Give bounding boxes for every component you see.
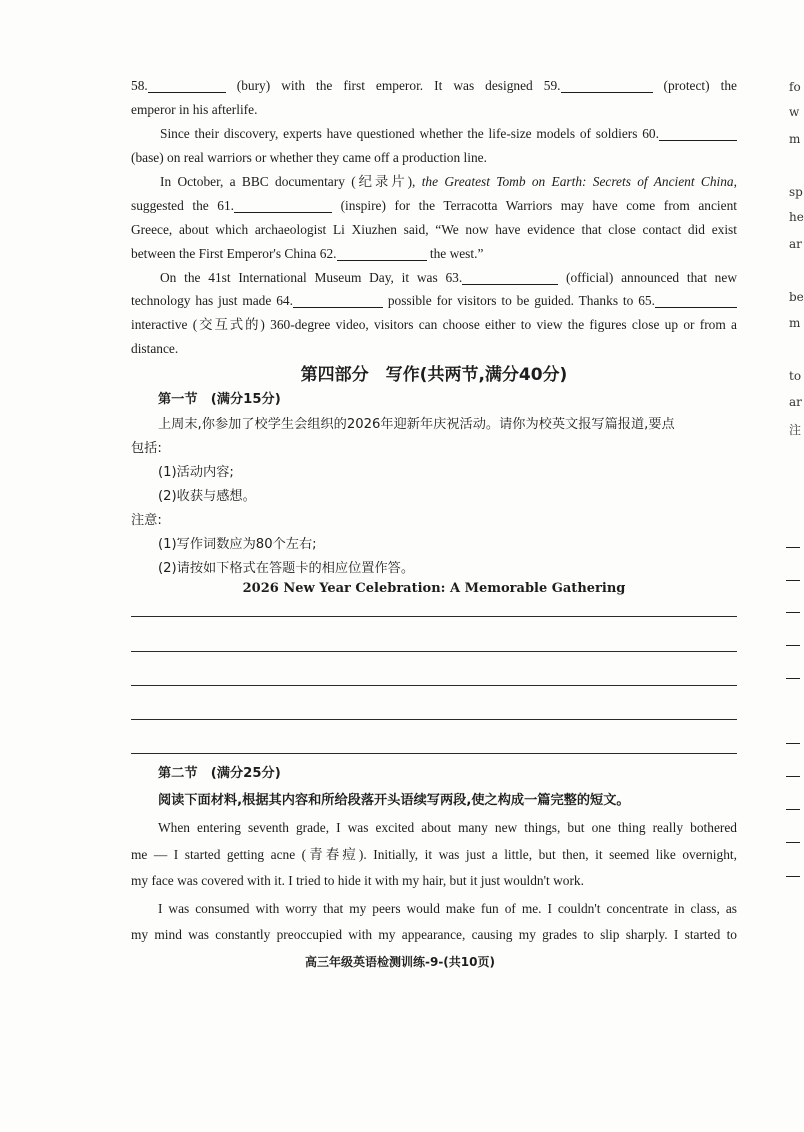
edge-text: m bbox=[789, 316, 801, 330]
passage-line-4: (base) on real warriors or whether they came off a production line. bbox=[131, 150, 487, 165]
blank-58[interactable] bbox=[148, 78, 226, 93]
edge-text: be bbox=[789, 290, 804, 304]
note-point-2: (2)请按如下格式在答题卡的相应位置作答。 bbox=[158, 561, 415, 576]
passage-line-9: On the 41st International Museum Day, it was 63. (official) announced that new bbox=[160, 270, 737, 285]
passage-line-2: emperor in his afterlife. bbox=[131, 102, 258, 117]
section2-title: 第二节 (满分25分) bbox=[158, 766, 281, 781]
edge-text: ar bbox=[789, 237, 802, 251]
section1-point-1: (1)活动内容; bbox=[158, 465, 234, 480]
story-line-5: my mind was constantly preoccupied with my appearance, causing my grades to slip sharply. I started to bbox=[131, 927, 737, 942]
page-footer: 高三年级英语检测训练-9-(共10页) bbox=[305, 955, 495, 969]
passage-line-11: interactive (交互式的) 360-degree video, visitors can choose either to view the figures close up or from a bbox=[131, 317, 737, 332]
edge-line bbox=[786, 612, 800, 613]
edge-line bbox=[786, 678, 800, 679]
edge-text: 注 bbox=[789, 423, 802, 437]
blank-62-number: 62. bbox=[319, 246, 337, 261]
story-line-3: my face was covered with it. I tried to hide it with my hair, but it just wouldn't work. bbox=[131, 873, 584, 888]
story-line-1: When entering seventh grade, I was excited about many new things, but one thing really bothered bbox=[158, 820, 737, 835]
blank-60[interactable] bbox=[659, 126, 737, 141]
edge-line bbox=[786, 842, 800, 843]
blank-63[interactable] bbox=[462, 270, 558, 285]
edge-line bbox=[786, 547, 800, 548]
edge-line bbox=[786, 809, 800, 810]
passage-line-5: In October, a BBC documentary (纪录片), the Greatest Tomb on Earth: Secrets of Ancient China, bbox=[160, 174, 737, 189]
passage-line-6: suggested the 61. (inspire) for the Terracotta Warriors may have come from ancient bbox=[131, 198, 737, 213]
blank-61[interactable] bbox=[234, 198, 332, 213]
blank-61-number: 61. bbox=[217, 198, 235, 213]
edge-line bbox=[786, 876, 800, 877]
passage-line-12: distance. bbox=[131, 341, 179, 356]
story-line-2: me — I started getting acne (青春痘). Initially, it was just a little, but then, it seemed like overnight, bbox=[131, 847, 737, 862]
edge-text: m bbox=[789, 132, 801, 146]
edge-line bbox=[786, 645, 800, 646]
blank-62[interactable] bbox=[337, 246, 427, 261]
passage-line-1: 58. (bury) with the first emperor. It was designed 59. (protect) the bbox=[131, 78, 737, 93]
writing-line[interactable] bbox=[131, 719, 737, 720]
writing-line[interactable] bbox=[131, 616, 737, 617]
blank-65-number: 65. bbox=[638, 293, 655, 308]
passage-line-10: technology has just made 64. possible for visitors to be guided. Thanks to 65. bbox=[131, 292, 737, 310]
blank-58-number: 58. bbox=[131, 78, 148, 93]
section1-title: 第一节 (满分15分) bbox=[158, 392, 281, 407]
section1-point-2: (2)收获与感想。 bbox=[158, 489, 256, 504]
part4-heading: 第四部分 写作(共两节,满分40分) bbox=[300, 365, 568, 385]
documentary-title: the Greatest Tomb on Earth: Secrets of Ancient China bbox=[421, 174, 734, 189]
story-line-4: I was consumed with worry that my peers would make fun of me. I couldn't concentrate in class, as bbox=[158, 901, 737, 916]
passage-line-7: Greece, about which archaeologist Li Xiuzhen said, “We now have evidence that close contact did exist bbox=[131, 222, 737, 237]
blank-59-number: 59. bbox=[543, 78, 561, 93]
passage-line-3: Since their discovery, experts have questioned whether the life-size models of soldiers 60. bbox=[160, 125, 737, 143]
writing-line[interactable] bbox=[131, 753, 737, 754]
edge-text: fo bbox=[789, 80, 801, 94]
edge-line bbox=[786, 743, 800, 744]
blank-64-number: 64. bbox=[276, 293, 293, 308]
note-label: 注意: bbox=[131, 513, 162, 528]
blank-59[interactable] bbox=[561, 78, 653, 93]
blank-65[interactable] bbox=[655, 293, 737, 308]
edge-text: ar bbox=[789, 395, 802, 409]
passage-line-8: between the First Emperor's China 62. the west.” bbox=[131, 246, 484, 261]
edge-text: he bbox=[789, 210, 804, 224]
note-point-1: (1)写作词数应为80个左右; bbox=[158, 537, 317, 552]
edge-text: to bbox=[789, 369, 802, 383]
blank-60-number: 60. bbox=[642, 126, 659, 141]
edge-text: sp bbox=[789, 185, 803, 199]
section1-prompt-1: 上周末,你参加了校学生会组织的2026年迎新年庆祝活动。请你为校英文报写篇报道,要点 bbox=[158, 417, 675, 432]
edge-line bbox=[786, 776, 800, 777]
edge-text: w bbox=[789, 105, 800, 119]
blank-63-number: 63. bbox=[445, 270, 463, 285]
essay-title: 2026 New Year Celebration: A Memorable Gathering bbox=[242, 581, 626, 596]
section1-prompt-2: 包括: bbox=[131, 441, 162, 456]
writing-line[interactable] bbox=[131, 651, 737, 652]
writing-line[interactable] bbox=[131, 685, 737, 686]
edge-line bbox=[786, 580, 800, 581]
blank-64[interactable] bbox=[293, 293, 383, 308]
section2-instruction: 阅读下面材料,根据其内容和所给段落开头语续写两段,使之构成一篇完整的短文。 bbox=[158, 793, 630, 808]
